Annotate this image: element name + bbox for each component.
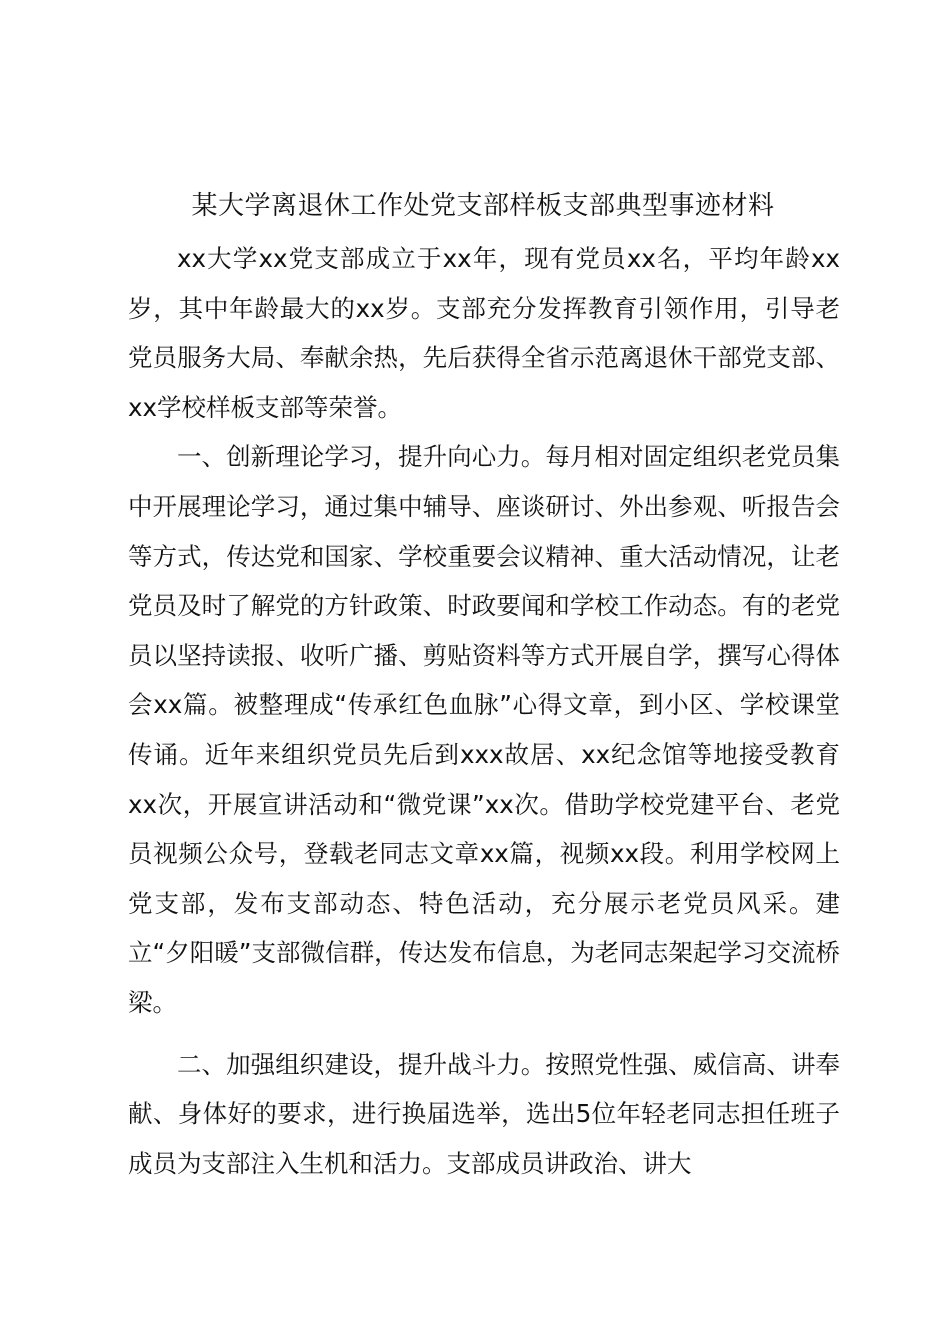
document-title: 某大学离退休工作处党支部样板支部典型事迹材料 [191,191,775,221]
paragraph-intro: xx大学xx党支部成立于xx年，现有党员xx名，平均年龄xx岁，其中年龄最大的xx岁。支部充分发挥教育引领作用，引导老党员服务大局、奉献余热，先后获得全省示范离退休干部党支部、xx学校样板支部等荣誉。 [128,244,840,422]
paragraph-section-2: 二、加强组织建设，提升战斗力。按照党性强、威信高、讲奉献、身体好的要求，进行换届选举，选出5位年轻老同志担任班子成员为支部注入生机和活力。支部成员讲政治、讲大 [128,1049,840,1178]
paragraph-section-1: 一、创新理论学习，提升向心力。每月相对固定组织老党员集中开展理论学习，通过集中辅导、座谈研讨、外出参观、听报告会等方式，传达党和国家、学校重要会议精神、重大活动情况，让老党员及时了解党的方针政策、时政要闻和学校工作动态。有的老党员以坚持读报、收听广播、剪贴资料等方式开展自学，撰写心得体会xx篇。被整理成“传承红色血脉”心得文章，到小区、学校课堂传诵。近年来组织党员先后到xxx故居、xx纪念馆等地接受教育xx次，开展宣讲活动和“微党课”xx次。借助学校党建平台、老党员视频公众号，登载老同志文章xx篇，视频xx段。利用学校网上党支部，发布支部动态、特色活动，充分展示老党员风采。建立“夕阳暖”支部微信群，传达发布信息，为老同志架起学习交流桥梁。 [128,442,840,1017]
document-body [128,234,840,1188]
